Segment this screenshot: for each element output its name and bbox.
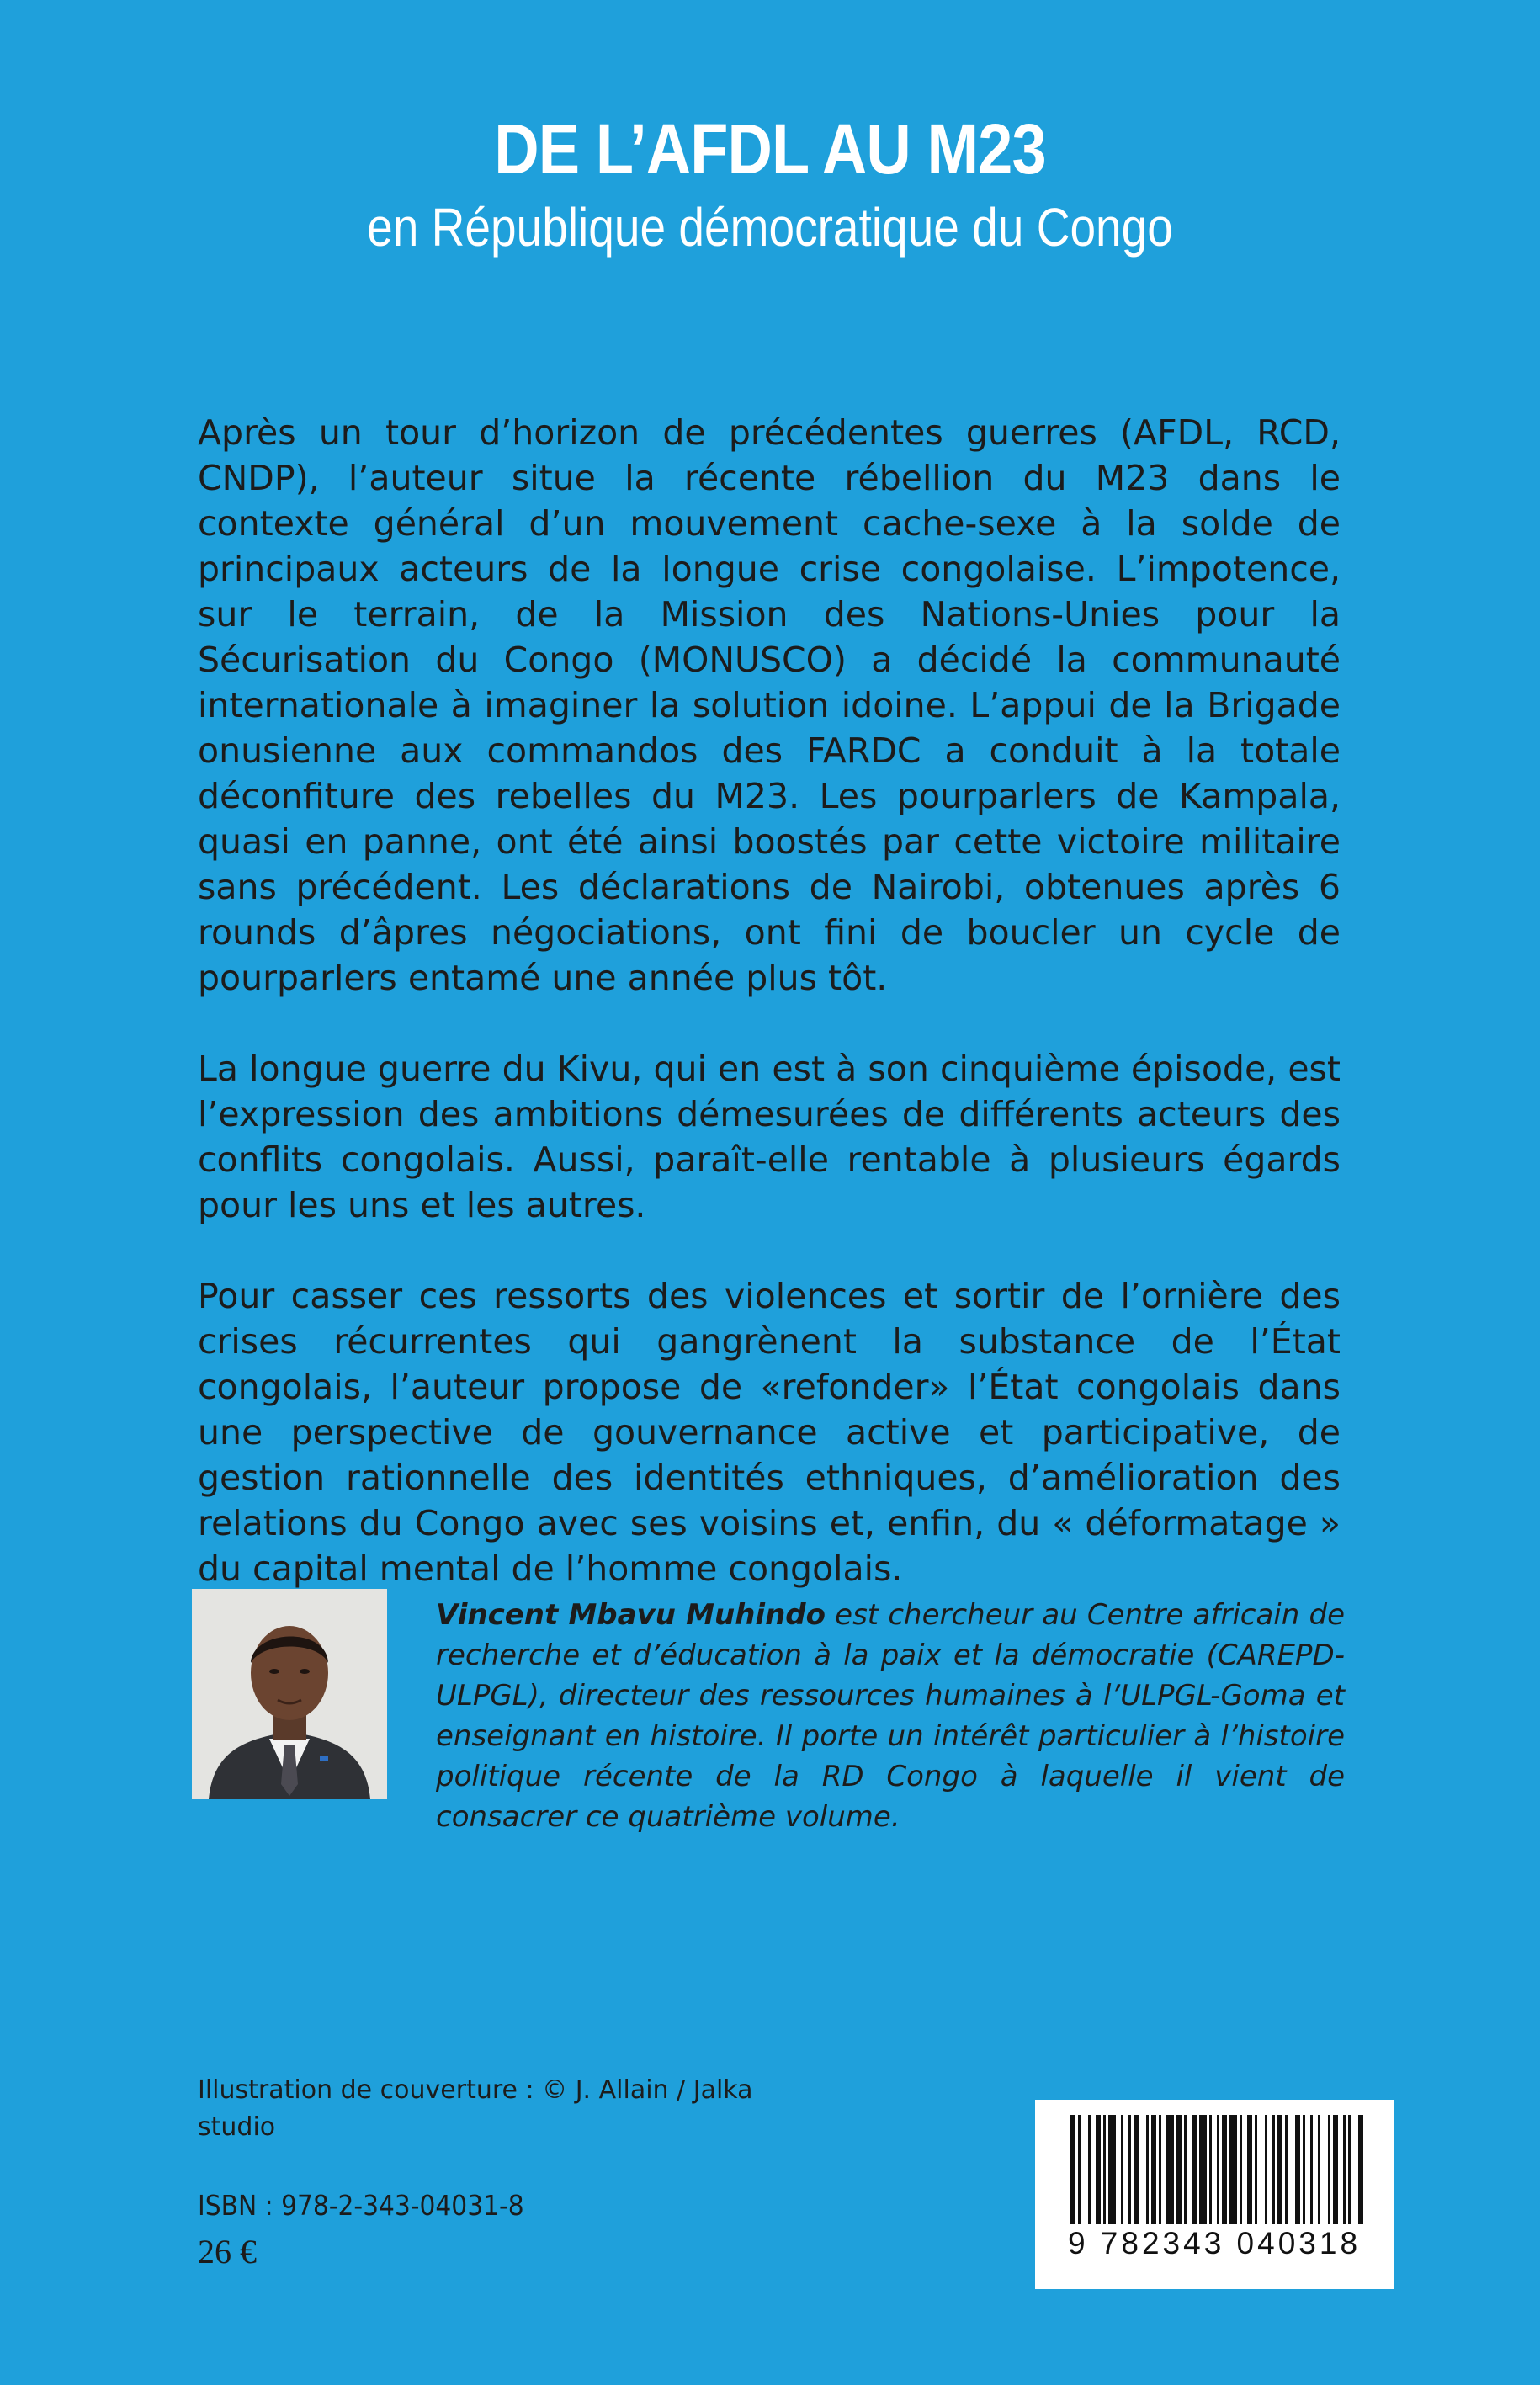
barcode-bar xyxy=(1166,2115,1174,2224)
barcode-bar xyxy=(1343,2115,1346,2224)
back-cover-summary xyxy=(198,410,1341,1637)
barcode-bar xyxy=(1128,2115,1131,2224)
barcode-bar xyxy=(1184,2115,1187,2224)
barcode-bar xyxy=(1255,2115,1257,2224)
barcode-bar xyxy=(1358,2115,1363,2224)
barcode-bar xyxy=(1159,2115,1161,2224)
summary-paragraph: Après un tour d’horizon de précédentes guerres (AFDL, RCD, CNDP), l’auteur situe la récente rébellion du M23 dans le contexte général d’un mouvement cache-sexe à la solde de principaux acteurs de la longue crise congolaise. L’impotence, sur le terrain, de la Mission des Nations-Unies pour la Sécurisation du Congo (MONUSCO) a décidé la communauté internationale à imaginer la solution idoine. L’appui de la Brigade onusienne aux commandos des FARDC a conduit à la totale déconfiture des rebelles du M23. Les pourparlers de Kampala, quasi en panne, ont été ainsi boostés par cette victoire militaire sans précédent. Les déclarations de Nairobi, obtenues après 6 rounds d’âpres négociations, ont fini de boucler un cycle de pourparlers entamé une année plus tôt. xyxy=(198,412,1341,998)
barcode-bar xyxy=(1088,2115,1091,2224)
author-bio xyxy=(436,1595,1345,1837)
barcode-bar xyxy=(1328,2115,1330,2224)
barcode-bar xyxy=(1285,2115,1288,2224)
barcode-bar xyxy=(1217,2115,1219,2224)
barcode-bar xyxy=(1103,2115,1106,2224)
barcode-bar xyxy=(1070,2115,1075,2224)
barcode-bar xyxy=(1192,2115,1197,2224)
summary-paragraph: La longue guerre du Kivu, qui en est à son cinquième épisode, est l’expression des ambitions démesurées de différents acteurs des conflits congolais. Aussi, paraît-elle rentable à plusieurs égards pour les uns et les autres. xyxy=(198,1049,1341,1225)
book-subtitle: en République démocratique du Congo xyxy=(367,197,1173,258)
barcode-bar xyxy=(1209,2115,1212,2224)
author-name: Vincent Mbavu Muhindo xyxy=(436,1598,826,1632)
author-photo xyxy=(192,1589,387,1799)
barcode-bar xyxy=(1295,2115,1300,2224)
barcode-bar xyxy=(1265,2115,1267,2224)
barcode-bar xyxy=(1134,2115,1139,2224)
barcode-bar xyxy=(1277,2115,1282,2224)
barcode-bar xyxy=(1247,2115,1252,2224)
barcode-bar xyxy=(1318,2115,1320,2224)
barcode-bar xyxy=(1310,2115,1313,2224)
barcode-bar xyxy=(1151,2115,1156,2224)
book-title: DE L’AFDL AU M23 xyxy=(494,109,1046,189)
barcode-bar xyxy=(1222,2115,1227,2224)
isbn: ISBN : 978-2-343-04031-8 xyxy=(198,2189,524,2222)
barcode-bar xyxy=(1108,2115,1116,2224)
barcode-bar xyxy=(1348,2115,1351,2224)
barcode-bar xyxy=(1146,2115,1149,2224)
barcode-bar xyxy=(1272,2115,1275,2224)
author-bio-text: est chercheur au Centre africain de recherche et d’éducation à la paix et la démocratie (CAREPD-ULPGL), directeur des ressources humaines à l’ULPGL-Goma et enseignant en histoire. Il porte un intérêt particulier à l’histoire politique récente de la RD Congo à laquelle il vient de consacrer ce quatrième volume. xyxy=(436,1598,1345,1834)
barcode-bar xyxy=(1121,2115,1123,2224)
barcode-digits: 9 782343 040318 xyxy=(1067,2226,1362,2260)
barcode-bar xyxy=(1333,2115,1338,2224)
barcode-bar xyxy=(1176,2115,1182,2224)
barcode xyxy=(1035,2100,1394,2289)
barcode-bar xyxy=(1078,2115,1081,2224)
summary-paragraph: Pour casser ces ressorts des violences et sortir de l’ornière des crises récurrentes qui gangrènent la substance de l’État congolais, l’auteur propose de «refonder» l’État congolais dans une perspective de gouvernance active et participative, de gestion rationnelle des identités ethniques, d’amélioration des relations du Congo avec ses voisins et, enfin, du « déformatage » du capital mental de l’homme congolais. xyxy=(198,1276,1341,1589)
barcode-bar xyxy=(1096,2115,1101,2224)
price: 26 € xyxy=(198,2233,257,2271)
cover-illustration-credit: Illustration de couverture : © J. Allain / Jalka studio xyxy=(198,2075,753,2142)
barcode-bar xyxy=(1303,2115,1305,2224)
barcode-bar xyxy=(1240,2115,1242,2224)
barcode-bar xyxy=(1229,2115,1237,2224)
barcode-bar xyxy=(1199,2115,1207,2224)
